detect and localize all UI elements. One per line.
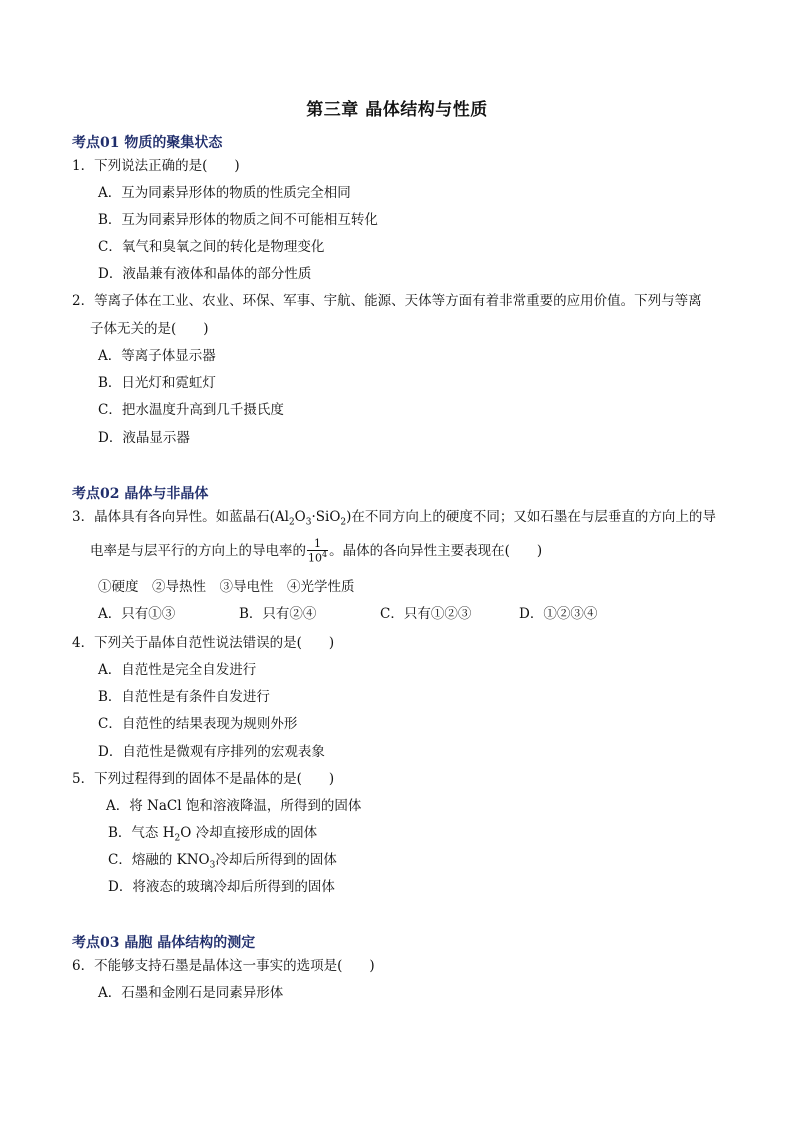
- section-heading-03: 考点03 晶胞 晶体结构的测定: [72, 935, 256, 951]
- question-4-stem: 4．下列关于晶体自范性说法错误的是( ): [72, 635, 335, 651]
- question-1-option-c: C．氧气和臭氧之间的转化是物理变化: [98, 239, 325, 255]
- question-5-stem: 5．下列过程得到的固体不是晶体的是( ): [72, 771, 335, 787]
- question-1-stem: 1．下列说法正确的是( ): [72, 158, 240, 174]
- question-2-option-c: C．把水温度升高到几千摄氏度: [98, 402, 284, 418]
- question-4-option-a: A．自范性是完全自发进行: [98, 662, 257, 678]
- question-3-option-d: D．①②③④: [519, 606, 598, 622]
- question-3-option-a: A．只有①③: [98, 606, 176, 622]
- question-5-option-a: A．将 NaCl 饱和溶液降温，所得到的固体: [106, 798, 362, 814]
- question-1-option-a: A．互为同素异形体的物质的性质完全相同: [98, 185, 351, 201]
- question-2-option-b: B．日光灯和霓虹灯: [98, 375, 216, 391]
- question-4-option-d: D．自范性是微观有序排列的宏观表象: [98, 744, 325, 760]
- question-6-stem: 6．不能够支持石墨是晶体这一事实的选项是( ): [72, 958, 375, 974]
- section-heading-01: 考点01 物质的聚集状态: [72, 135, 223, 151]
- question-3-option-b: B．只有②④: [239, 606, 317, 622]
- question-2-stem-continued: 子体无关的是( ): [90, 321, 209, 337]
- page-title: 第三章 晶体结构与性质: [306, 100, 488, 120]
- question-4-option-c: C．自范性的结果表现为规则外形: [98, 716, 298, 732]
- question-3-option-c: C．只有①②③: [380, 606, 472, 622]
- section-heading-02: 考点02 晶体与非晶体: [72, 486, 209, 502]
- question-5-option-b: B．气态 $H_2O$ 冷却直接形成的固体: [108, 825, 318, 844]
- question-6-option-a: A．石墨和金刚石是同素异形体: [98, 985, 284, 1001]
- question-3-stem-continued: 电率是与层平行的方向上的导电率的 $\frac{1}{10^4}$ 。晶体的各向异性主要表现在( ): [90, 537, 543, 565]
- question-5-option-d: D．将液态的玻璃冷却后所得到的固体: [108, 879, 335, 895]
- question-2-option-a: A．等离子体显示器: [98, 348, 216, 364]
- question-2-stem: 2．等离子体在工业、农业、环保、军事、宇航、能源、天体等方面有着非常重要的应用价值。下列与等离: [72, 293, 702, 309]
- fraction-one-over-ten-fourth: $\frac{1}{10^4}$: [308, 537, 328, 565]
- question-4-option-b: B．自范性是有条件自发进行: [98, 689, 270, 705]
- question-5-option-c: C．熔融的 $KNO_3$冷却后所得到的固体: [108, 852, 337, 871]
- question-3-items: ①硬度 ②导热性 ③导电性 ④光学性质: [98, 579, 355, 595]
- question-1-option-b: B．互为同素异形体的物质之间不可能相互转化: [98, 212, 378, 228]
- question-2-option-d: D．液晶显示器: [98, 430, 190, 446]
- question-3-stem: 3．晶体具有各向异性。如蓝晶石$(Al_2O_3\cdot SiO_2)$在不同方向上的硬度不同；又如石墨在与层垂直的方向上的导: [72, 509, 716, 528]
- question-1-option-d: D．液晶兼有液体和晶体的部分性质: [98, 266, 312, 282]
